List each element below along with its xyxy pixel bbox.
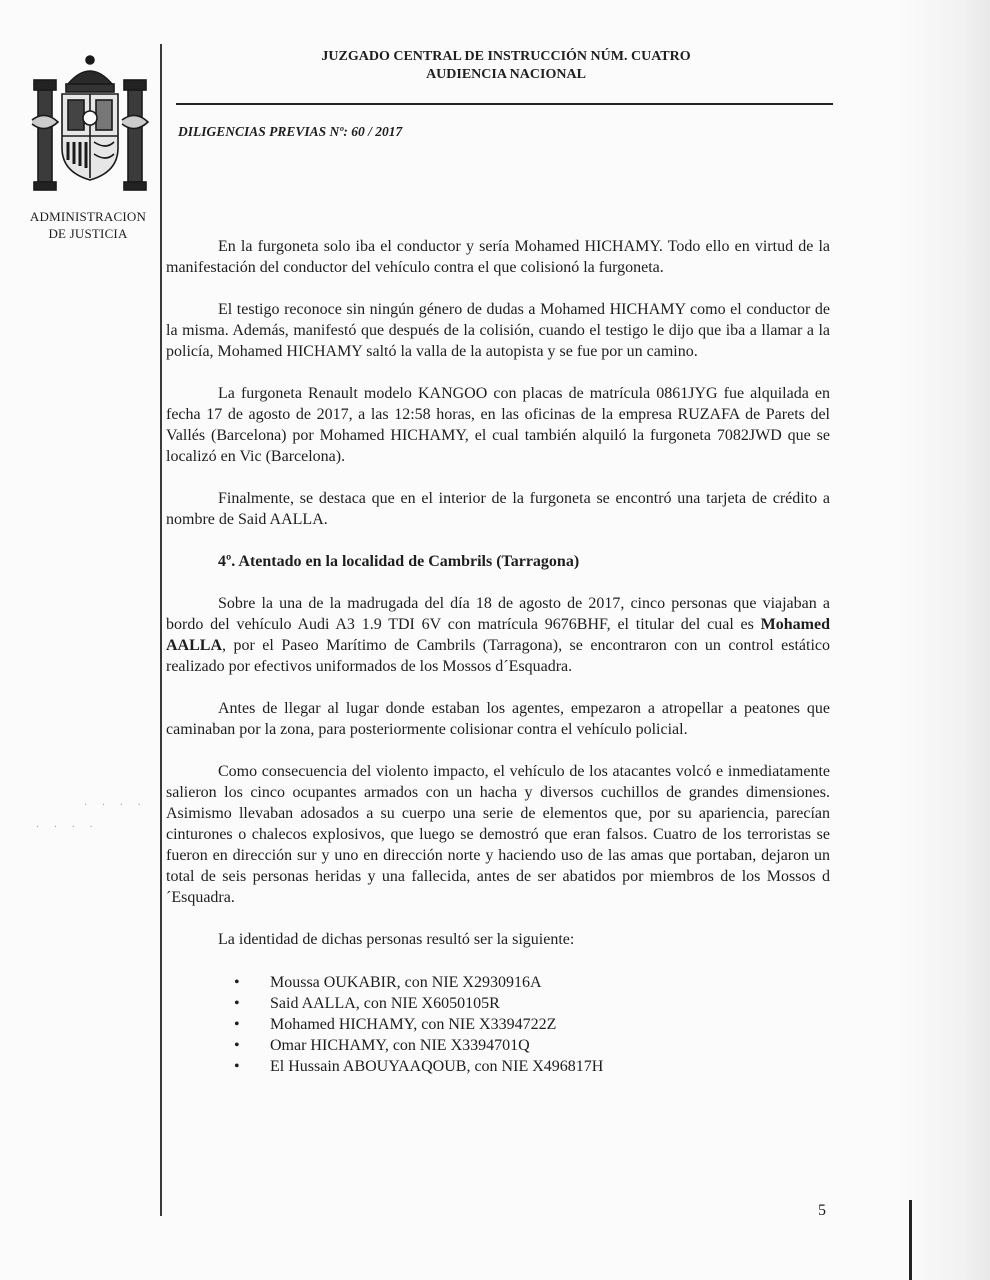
sidebar-line2: DE JUSTICIA — [48, 226, 128, 241]
paragraph-7: Como consecuencia del violento impacto, el vehículo de los atacantes volcó e inmediatamente salieron los cinco ocupantes armados con un hacha y diversos cuchillos de grandes dimensiones. Asimismo llevaban adosados a su cuerpo una serie de elementos que, por su apariencia, parecían cinturones o chalecos explosivos, que luego se demostró que eran falsos. Cuatro de los terroristas se fueron en dirección sur y uno en dirección norte y haciendo uso de las amas que portaban, dejaron un total de seis personas heridas y una fallecida, antes de ser abatidos por miembros de los Mossos d´Esquadra. — [166, 763, 830, 906]
scan-noise: · · · · — [36, 822, 99, 833]
owner-name: Mohamed AALLA — [166, 616, 830, 654]
list-item: • Moussa OUKABIR, con NIE X2930916A — [234, 972, 830, 993]
case-reference: DILIGENCIAS PREVIAS Nº: 60 / 2017 — [178, 124, 403, 139]
paragraph-5-end: , por el Paseo Marítimo de Cambrils (Tarragona), se encontraron con un control estático realizado por efectivos uniformados de los Mossos d´Esquadra. — [166, 637, 830, 675]
sidebar-line1: ADMINISTRACION — [29, 209, 147, 224]
paragraph-2: El testigo reconoce sin ningún género de dudas a Mohamed HICHAMY como el conductor de la misma. Además, manifestó que después de la colisión, cuando el testigo le dijo que iba a llamar a la policía, Mohamed HICHAMY saltó la valla de la autopista y se fue por un camino. — [166, 301, 830, 360]
paragraph-4: Finalmente, se destaca que en el interior de la furgoneta se encontró una tarjeta de crédito a nombre de Said AALLA. — [166, 490, 830, 528]
court-name: JUZGADO CENTRAL DE INSTRUCCIÓN NÚM. CUATRO — [321, 49, 691, 64]
paragraph-8: La identidad de dichas personas resultó ser la siguiente: — [218, 931, 575, 948]
sidebar-institution — [18, 208, 158, 242]
paragraph-6: Antes de llegar al lugar donde estaban los agentes, empezaron a atropellar a peatones que caminaban por la zona, para posteriormente colisionar contra el vehículo policial. — [166, 700, 830, 738]
list-item: • El Hussain ABOUYAAQOUB, con NIE X496817H — [234, 1056, 830, 1077]
identity-list — [166, 972, 830, 1077]
document-body — [166, 236, 830, 1077]
scan-noise: · · · · — [84, 800, 147, 811]
court-body: AUDIENCIA NACIONAL — [426, 67, 586, 82]
paragraph-1: En la furgoneta solo iba el conductor y sería Mohamed HICHAMY. Todo ello en virtud de la manifestación del conductor del vehículo contra el que colisionó la furgoneta. — [166, 238, 830, 276]
scan-edge-bar — [909, 1200, 912, 1280]
paragraph-3: La furgoneta Renault modelo KANGOO con placas de matrícula 0861JYG fue alquilada en fecha 17 de agosto de 2017, a las 12:58 horas, en las oficinas de la empresa RUZAFA de Parets del Vallés (Barcelona) por Mohamed HICHAMY, el cual también alquiló la furgoneta 7082JWD que se localizó en Vic (Barcelona). — [166, 385, 830, 465]
page-number: 5 — [818, 1202, 826, 1219]
court-header — [176, 48, 836, 84]
list-item: • Mohamed HICHAMY, con NIE X3394722Z — [234, 1014, 830, 1035]
list-item: • Said AALLA, con NIE X6050105R — [234, 993, 830, 1014]
paragraph-5 — [166, 593, 830, 677]
section-heading: 4º. Atentado en la localidad de Cambrils (Tarragona) — [218, 553, 580, 570]
coat-of-arms-icon — [28, 50, 152, 196]
scan-edge-shadow — [898, 0, 990, 1280]
paragraph-5-start: Sobre la una de la madrugada del día 18 de agosto de 2017, cinco personas que viajaban a bordo del vehículo Audi A3 1.9 TDI 6V con matrícula 9676BHF, el titular del cual es — [166, 595, 830, 633]
header-divider — [176, 103, 833, 105]
list-item: • Omar HICHAMY, con NIE X3394701Q — [234, 1035, 830, 1056]
margin-rule — [160, 44, 162, 1216]
